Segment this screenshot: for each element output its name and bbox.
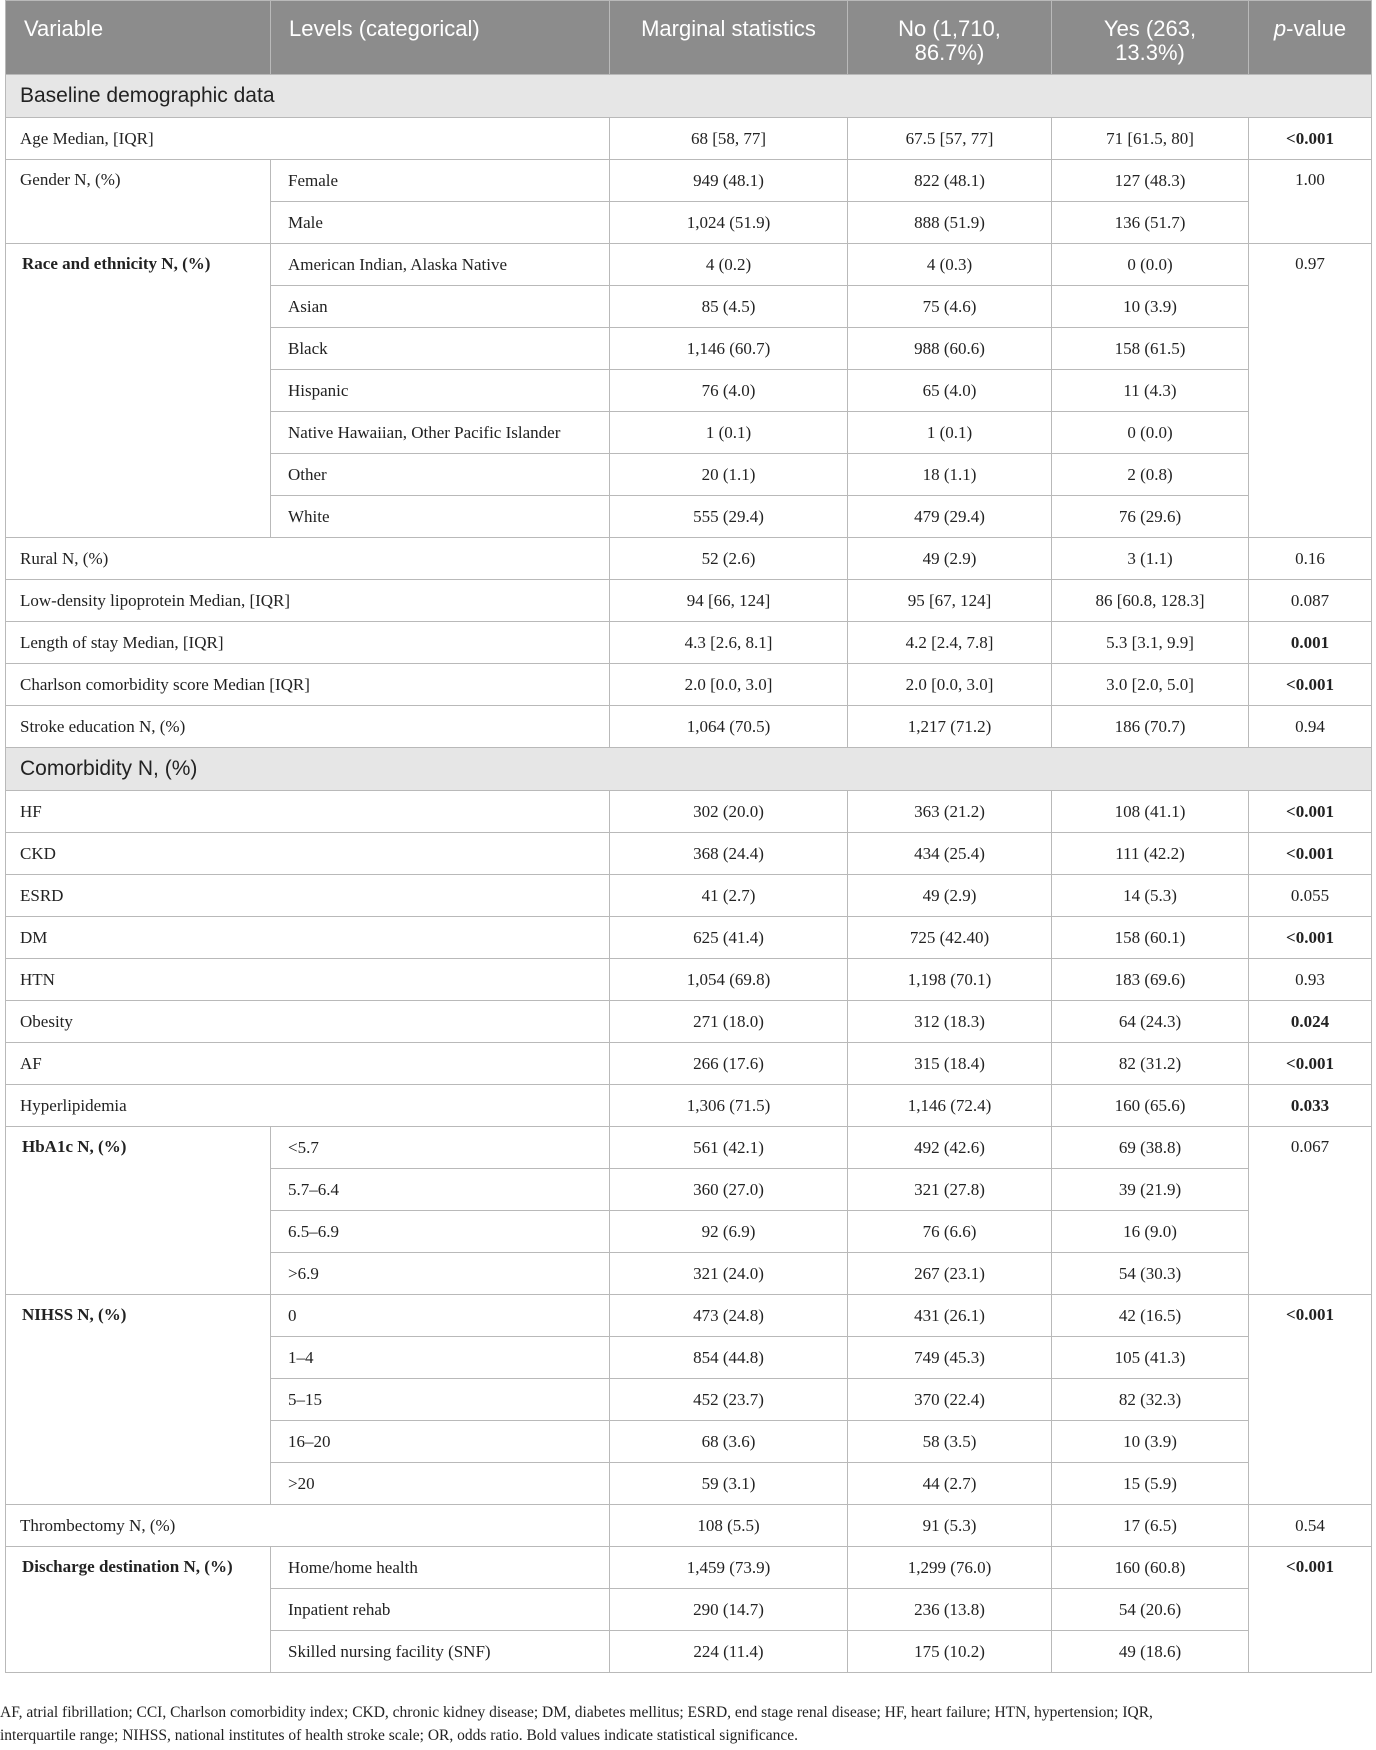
table-footnote <box>0 1701 1376 1747</box>
characteristics-table <box>5 0 1372 1673</box>
table-row: Skilled nursing facility (SNF) 224 (11.4) 175 (10.2) 49 (18.6) <box>6 1631 1372 1673</box>
table-row: >20 59 (3.1) 44 (2.7) 15 (5.9) <box>6 1463 1372 1505</box>
table-row: Charlson comorbidity score Median [IQR] 2.0 [0.0, 3.0] 2.0 [0.0, 3.0] 3.0 [2.0, 5.0] <0.001 <box>6 664 1372 706</box>
table-row: 5.7–6.4 360 (27.0) 321 (27.8) 39 (21.9) <box>6 1169 1372 1211</box>
table-row: Race and ethnicity N, (%) American Indian, Alaska Native 4 (0.2) 4 (0.3) 0 (0.0) 0.97 <box>6 244 1372 286</box>
table-row: 5–15 452 (23.7) 370 (22.4) 82 (32.3) <box>6 1379 1372 1421</box>
table-row: Male 1,024 (51.9) 888 (51.9) 136 (51.7) <box>6 202 1372 244</box>
header-row <box>6 1 1372 75</box>
table-row: ESRD 41 (2.7) 49 (2.9) 14 (5.3) 0.055 <box>6 875 1372 917</box>
table-row: Native Hawaiian, Other Pacific Islander 1 (0.1) 1 (0.1) 0 (0.0) <box>6 412 1372 454</box>
header-pvalue: p-value <box>1249 1 1372 75</box>
table-row: NIHSS N, (%) 0 473 (24.8) 431 (26.1) 42 (16.5) <0.001 <box>6 1295 1372 1337</box>
table-row: Gender N, (%) Female 949 (48.1) 822 (48.1) 127 (48.3) 1.00 <box>6 160 1372 202</box>
table-row: Thrombectomy N, (%) 108 (5.5) 91 (5.3) 17 (6.5) 0.54 <box>6 1505 1372 1547</box>
table-row: DM 625 (41.4) 725 (42.40) 158 (60.1) <0.001 <box>6 917 1372 959</box>
header-no: No (1,710, 86.7%) <box>848 1 1052 75</box>
table-row: Age Median, [IQR] 68 [58, 77] 67.5 [57, 77] 71 [61.5, 80] <0.001 <box>6 118 1372 160</box>
table-row: White 555 (29.4) 479 (29.4) 76 (29.6) <box>6 496 1372 538</box>
section-baseline: Baseline demographic data <box>6 75 1372 118</box>
table-row: Rural N, (%) 52 (2.6) 49 (2.9) 3 (1.1) 0.16 <box>6 538 1372 580</box>
table-row: CKD 368 (24.4) 434 (25.4) 111 (42.2) <0.001 <box>6 833 1372 875</box>
table-row: Obesity 271 (18.0) 312 (18.3) 64 (24.3) 0.024 <box>6 1001 1372 1043</box>
table-row: Discharge destination N, (%) Home/home health 1,459 (73.9) 1,299 (76.0) 160 (60.8) <0.001 <box>6 1547 1372 1589</box>
footnote-line-2: interquartile range; NIHSS, national institutes of health stroke scale; OR, odds ratio. Bold values indicate statistical significance. <box>0 1727 799 1744</box>
section-comorbidity: Comorbidity N, (%) <box>6 748 1372 791</box>
table-row: 1–4 854 (44.8) 749 (45.3) 105 (41.3) <box>6 1337 1372 1379</box>
table-row: Hispanic 76 (4.0) 65 (4.0) 11 (4.3) <box>6 370 1372 412</box>
table-row: Stroke education N, (%) 1,064 (70.5) 1,217 (71.2) 186 (70.7) 0.94 <box>6 706 1372 748</box>
footnote-line-1: AF, atrial fibrillation; CCI, Charlson comorbidity index; CKD, chronic kidney disease; DM, diabetes mellitus; ESRD, end stage renal disease; HF, heart failure; HTN, hypertension; IQR, <box>0 1704 1153 1721</box>
table-row: Asian 85 (4.5) 75 (4.6) 10 (3.9) <box>6 286 1372 328</box>
header-levels: Levels (categorical) <box>271 1 610 75</box>
table-row: 6.5–6.9 92 (6.9) 76 (6.6) 16 (9.0) <box>6 1211 1372 1253</box>
table-row: 16–20 68 (3.6) 58 (3.5) 10 (3.9) <box>6 1421 1372 1463</box>
table-row: HF 302 (20.0) 363 (21.2) 108 (41.1) <0.001 <box>6 791 1372 833</box>
table-row: Length of stay Median, [IQR] 4.3 [2.6, 8.1] 4.2 [2.4, 7.8] 5.3 [3.1, 9.9] 0.001 <box>6 622 1372 664</box>
table-row: AF 266 (17.6) 315 (18.4) 82 (31.2) <0.001 <box>6 1043 1372 1085</box>
table-row: HTN 1,054 (69.8) 1,198 (70.1) 183 (69.6) 0.93 <box>6 959 1372 1001</box>
table-row: HbA1c N, (%) <5.7 561 (42.1) 492 (42.6) 69 (38.8) 0.067 <box>6 1127 1372 1169</box>
header-yes: Yes (263, 13.3%) <box>1052 1 1249 75</box>
table-row: >6.9 321 (24.0) 267 (23.1) 54 (30.3) <box>6 1253 1372 1295</box>
table-row: Black 1,146 (60.7) 988 (60.6) 158 (61.5) <box>6 328 1372 370</box>
table-row: Other 20 (1.1) 18 (1.1) 2 (0.8) <box>6 454 1372 496</box>
header-variable: Variable <box>6 1 271 75</box>
table-row: Inpatient rehab 290 (14.7) 236 (13.8) 54 (20.6) <box>6 1589 1372 1631</box>
table-row: Low-density lipoprotein Median, [IQR] 94 [66, 124] 95 [67, 124] 86 [60.8, 128.3] 0.087 <box>6 580 1372 622</box>
table-row: Hyperlipidemia 1,306 (71.5) 1,146 (72.4) 160 (65.6) 0.033 <box>6 1085 1372 1127</box>
header-marginal: Marginal statistics <box>610 1 848 75</box>
